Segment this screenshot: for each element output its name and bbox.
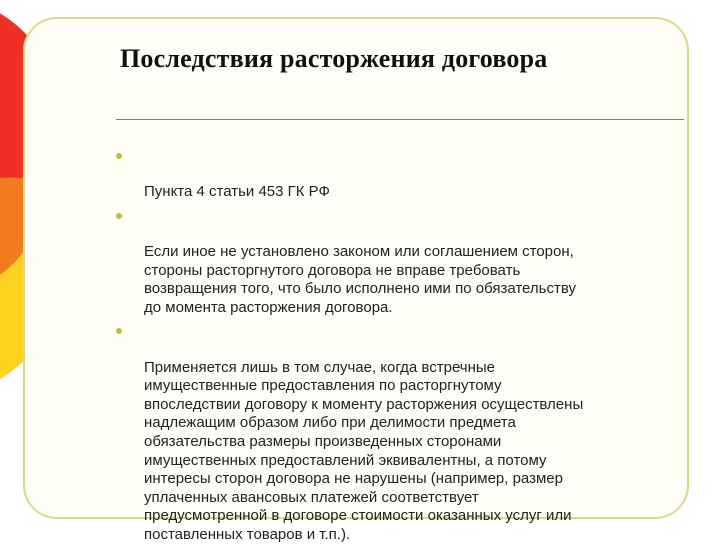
bullet-text: Если иное не установлено законом или соглашением сторон, стороны расторгнутого договора не вправе требовать возвращения того, что было исполнено ими по обязательству до момента расторжения договора. (144, 242, 576, 316)
bullet-dot-icon (116, 213, 122, 219)
bullet-dot-icon (116, 328, 122, 334)
bullet-text: Применяется лишь в том случае, когда встречные имущественные предоставления по расторгнутому впоследствии договору к моменту расторжения осуществлены надлежащим образом либо при делимости предмета обязательства размеры произведенных сторонами имущественных предоставлений эквивалентны, а потому интересы сторон договора не нарушены (например, размер уплаченных авансовых платежей соответствует предусмотренной в договоре стоимости оказанных услуг или поставленных товаров и т.п.). (144, 358, 584, 543)
slide-title: Последствия расторжения договора (120, 44, 548, 73)
bullet-item (112, 321, 692, 544)
bullet-dot-icon (116, 153, 122, 159)
bullet-text: Пункта 4 статьи 453 ГК РФ (144, 183, 330, 201)
title-divider (116, 119, 684, 120)
bullet-list (112, 146, 692, 548)
bullet-item (112, 206, 692, 318)
bullet-item (112, 146, 692, 202)
